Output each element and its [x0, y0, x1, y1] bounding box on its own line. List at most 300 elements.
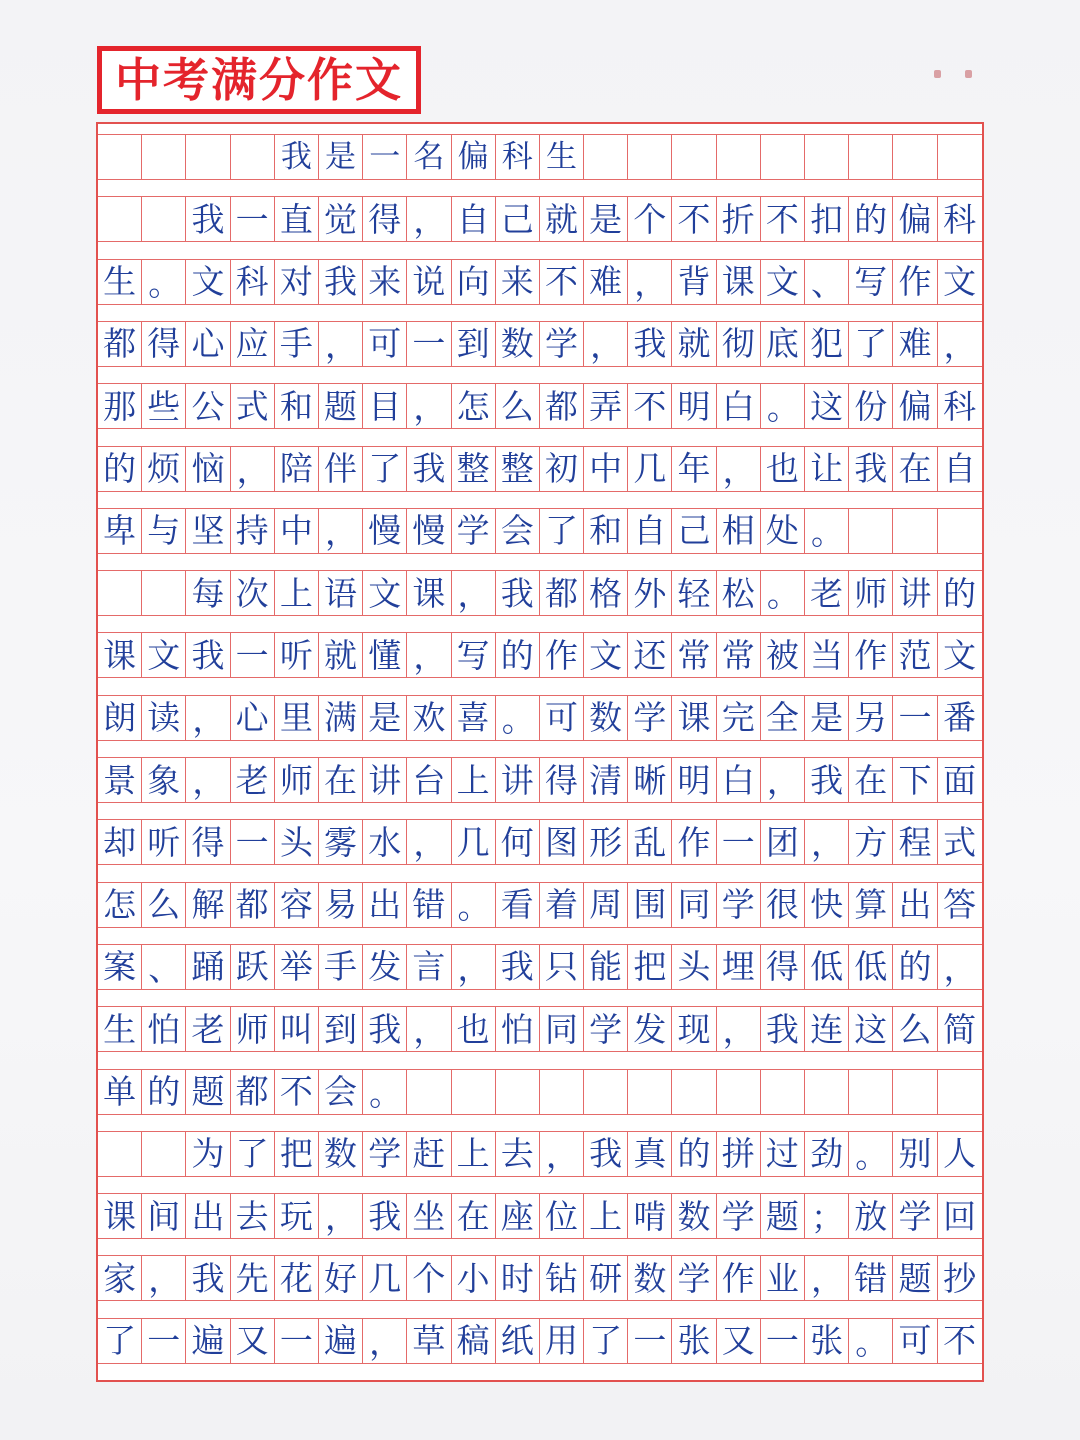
character-cell: 一: [231, 820, 275, 864]
character-cell: 相: [717, 509, 761, 553]
character-cell: 听: [275, 633, 319, 677]
character-cell: 些: [142, 384, 186, 428]
punctuation-cell: 、: [805, 260, 849, 304]
character-cell: 了: [98, 1319, 142, 1363]
character-cell: 放: [849, 1194, 893, 1238]
character-cell: 怎: [452, 384, 496, 428]
character-cell: 课: [672, 696, 716, 740]
character-cell: 踊: [186, 945, 230, 989]
character-cell: 作: [893, 260, 937, 304]
character-cell: 了: [584, 1319, 628, 1363]
character-cell: 下: [893, 758, 937, 802]
punctuation-cell: 。: [805, 509, 849, 553]
character-cell: 的: [98, 447, 142, 491]
empty-cell: [98, 571, 142, 615]
essay-line: [98, 259, 982, 305]
character-cell: 跃: [231, 945, 275, 989]
character-cell: 整: [452, 447, 496, 491]
character-cell: 常: [672, 633, 716, 677]
character-cell: 看: [496, 883, 540, 927]
character-cell: 伴: [319, 447, 363, 491]
character-cell: 了: [540, 509, 584, 553]
empty-cell: [849, 135, 893, 179]
character-cell: 上: [275, 571, 319, 615]
character-cell: 我: [628, 322, 672, 366]
punctuation-cell: 。: [849, 1319, 893, 1363]
character-cell: 会: [319, 1070, 363, 1114]
punctuation-cell: ，: [407, 197, 451, 241]
empty-cell: [584, 1070, 628, 1114]
character-cell: 连: [805, 1007, 849, 1051]
character-cell: 劲: [805, 1132, 849, 1176]
character-cell: 明: [672, 758, 716, 802]
character-cell: 另: [849, 696, 893, 740]
character-cell: 科: [231, 260, 275, 304]
character-cell: 文: [363, 571, 407, 615]
character-cell: 先: [231, 1256, 275, 1300]
character-cell: 易: [319, 883, 363, 927]
punctuation-cell: 。: [761, 384, 805, 428]
essay-line: [98, 1318, 982, 1364]
punctuation-cell: ，: [186, 696, 230, 740]
character-cell: 台: [407, 758, 451, 802]
character-cell: 偏: [893, 197, 937, 241]
character-cell: 每: [186, 571, 230, 615]
essay-line: [98, 383, 982, 429]
character-cell: 格: [584, 571, 628, 615]
character-cell: 己: [496, 197, 540, 241]
character-cell: 乱: [628, 820, 672, 864]
character-cell: 作: [672, 820, 716, 864]
character-cell: 的: [943, 573, 977, 613]
manuscript-grid: [98, 124, 982, 1380]
character-cell: 举: [275, 945, 319, 989]
character-cell: 偏: [893, 384, 937, 428]
character-cell: 我: [496, 945, 540, 989]
character-cell: 觉: [319, 197, 363, 241]
character-cell: 就: [540, 197, 584, 241]
character-cell: 在: [893, 447, 937, 491]
empty-cell: [849, 1070, 893, 1114]
character-cell: 慢: [363, 509, 407, 553]
character-cell: 都: [231, 1070, 275, 1114]
character-cell: 目: [363, 384, 407, 428]
character-cell: 程: [893, 820, 937, 864]
character-cell: 花: [275, 1256, 319, 1300]
empty-cell: [893, 509, 937, 553]
character-cell: 中: [584, 447, 628, 491]
character-cell: 对: [275, 260, 319, 304]
character-cell: 一: [275, 1319, 319, 1363]
empty-cell: [628, 1070, 672, 1114]
character-cell: 讲: [363, 758, 407, 802]
character-cell: 雾: [319, 820, 363, 864]
character-cell: 数: [496, 322, 540, 366]
character-cell: 写: [452, 633, 496, 677]
character-cell: 来: [363, 260, 407, 304]
character-cell: 扣: [805, 197, 849, 241]
character-cell: 课: [98, 633, 142, 677]
character-cell: 朗: [98, 696, 142, 740]
character-cell: 题: [319, 384, 363, 428]
title-row: [98, 134, 982, 180]
character-cell: 中: [275, 509, 319, 553]
character-cell: 上: [584, 1194, 628, 1238]
empty-cell: [540, 1070, 584, 1114]
empty-cell: [142, 1132, 186, 1176]
character-cell: 算: [849, 883, 893, 927]
character-cell: 不: [761, 197, 805, 241]
character-cell: 还: [628, 633, 672, 677]
empty-cell: [761, 135, 805, 179]
essay-line: [98, 1255, 982, 1301]
character-cell: 作: [717, 1256, 761, 1300]
character-cell: 得: [761, 945, 805, 989]
character-cell: 稿: [452, 1319, 496, 1363]
punctuation-cell: ，: [717, 447, 761, 491]
character-cell: 是: [805, 696, 849, 740]
character-cell: 当: [805, 633, 849, 677]
character-cell: 那: [98, 384, 142, 428]
character-cell: 陪: [275, 447, 319, 491]
character-cell: 上: [452, 1132, 496, 1176]
character-cell: 一: [407, 322, 451, 366]
character-cell: 初: [540, 447, 584, 491]
punctuation-cell: ，: [407, 820, 451, 864]
character-cell: 年: [672, 447, 716, 491]
character-cell: 都: [98, 322, 142, 366]
character-cell: 坚: [186, 509, 230, 553]
character-cell: 烦: [142, 447, 186, 491]
character-cell: 去: [496, 1132, 540, 1176]
character-cell: 几: [628, 447, 672, 491]
character-cell: 怕: [142, 1007, 186, 1051]
character-cell: 名: [407, 135, 451, 179]
empty-cell: [142, 135, 186, 179]
character-cell: 啃: [628, 1194, 672, 1238]
character-cell: 是: [584, 197, 628, 241]
punctuation-cell: ，: [761, 758, 805, 802]
essay-line: [98, 944, 982, 990]
essay-line: [98, 632, 982, 678]
character-cell: 头: [275, 820, 319, 864]
character-cell: 拼: [717, 1132, 761, 1176]
character-cell: 真: [628, 1132, 672, 1176]
character-cell: 遍: [186, 1319, 230, 1363]
essay-category-badge: [97, 46, 421, 114]
punctuation-cell: 。: [452, 883, 496, 927]
punctuation-cell: ，: [943, 948, 977, 988]
character-cell: 怎: [98, 883, 142, 927]
punctuation-cell: 。: [142, 260, 186, 304]
character-cell: 学: [584, 1007, 628, 1051]
character-cell: 读: [142, 696, 186, 740]
punctuation-cell: 。: [363, 1070, 407, 1114]
empty-cell: [98, 197, 142, 241]
character-cell: 面: [943, 760, 977, 800]
character-cell: 简: [943, 1009, 977, 1049]
character-cell: 是: [363, 696, 407, 740]
character-cell: 彻: [717, 322, 761, 366]
corner-mark: [934, 70, 941, 78]
empty-cell: [407, 1070, 451, 1114]
essay-line: [98, 446, 982, 492]
character-cell: 答: [943, 885, 977, 925]
empty-cell: [98, 135, 142, 179]
character-cell: 的: [893, 945, 937, 989]
character-cell: 作: [849, 633, 893, 677]
empty-cell: [717, 135, 761, 179]
character-cell: 科: [496, 135, 540, 179]
character-cell: 语: [319, 571, 363, 615]
essay-line: [98, 757, 982, 803]
punctuation-cell: ，: [363, 1319, 407, 1363]
character-cell: 同: [540, 1007, 584, 1051]
character-cell: 不: [275, 1070, 319, 1114]
character-cell: 草: [407, 1319, 451, 1363]
punctuation-cell: ，: [319, 1194, 363, 1238]
character-cell: 过: [761, 1132, 805, 1176]
character-cell: 数: [672, 1194, 716, 1238]
character-cell: 式: [231, 384, 275, 428]
character-cell: 生: [540, 135, 584, 179]
character-cell: 错: [407, 883, 451, 927]
punctuation-cell: ；: [805, 1194, 849, 1238]
character-cell: 清: [584, 758, 628, 802]
character-cell: 是: [319, 135, 363, 179]
character-cell: 被: [761, 633, 805, 677]
character-cell: 的: [496, 633, 540, 677]
character-cell: 文: [186, 260, 230, 304]
character-cell: 个: [628, 197, 672, 241]
character-cell: 晰: [628, 758, 672, 802]
punctuation-cell: ，: [186, 758, 230, 802]
character-cell: 了: [231, 1132, 275, 1176]
character-cell: 不: [628, 384, 672, 428]
character-cell: 可: [540, 696, 584, 740]
character-cell: 图: [540, 820, 584, 864]
punctuation-cell: ，: [805, 1256, 849, 1300]
character-cell: 份: [849, 384, 893, 428]
character-cell: 为: [186, 1132, 230, 1176]
character-cell: 研: [584, 1256, 628, 1300]
empty-cell: [849, 509, 893, 553]
character-cell: 题: [761, 1194, 805, 1238]
character-cell: 常: [717, 633, 761, 677]
character-cell: 持: [231, 509, 275, 553]
character-cell: 听: [142, 820, 186, 864]
empty-cell: [805, 1070, 849, 1114]
character-cell: 家: [98, 1256, 142, 1300]
character-cell: 学: [363, 1132, 407, 1176]
character-cell: 自: [628, 509, 672, 553]
character-cell: 象: [142, 758, 186, 802]
corner-mark: [965, 70, 972, 78]
character-cell: 老: [186, 1007, 230, 1051]
character-cell: 题: [186, 1070, 230, 1114]
character-cell: 赶: [407, 1132, 451, 1176]
character-cell: 回: [943, 1196, 977, 1236]
character-cell: 很: [761, 883, 805, 927]
essay-line: [98, 1069, 982, 1115]
character-cell: 也: [761, 447, 805, 491]
character-cell: 讲: [496, 758, 540, 802]
character-cell: 得: [142, 322, 186, 366]
punctuation-cell: ，: [319, 509, 363, 553]
character-cell: 心: [186, 322, 230, 366]
punctuation-cell: 。: [496, 696, 540, 740]
character-cell: 人: [943, 1134, 977, 1174]
character-cell: 只: [540, 945, 584, 989]
character-cell: 白: [717, 758, 761, 802]
punctuation-cell: ，: [452, 571, 496, 615]
character-cell: 慢: [407, 509, 451, 553]
character-cell: 位: [540, 1194, 584, 1238]
empty-cell: [584, 135, 628, 179]
character-cell: 恼: [186, 447, 230, 491]
character-cell: 得: [540, 758, 584, 802]
character-cell: 会: [496, 509, 540, 553]
empty-cell: [893, 135, 937, 179]
character-cell: 师: [231, 1007, 275, 1051]
character-cell: 己: [672, 509, 716, 553]
punctuation-cell: ，: [805, 820, 849, 864]
character-cell: 低: [805, 945, 849, 989]
character-cell: 用: [540, 1319, 584, 1363]
badge-title: 中考满分作文: [115, 53, 403, 107]
character-cell: 手: [275, 322, 319, 366]
essay-line: [98, 1131, 982, 1177]
character-cell: 偏: [452, 135, 496, 179]
character-cell: 学: [628, 696, 672, 740]
character-cell: 了: [849, 322, 893, 366]
character-cell: 可: [893, 1319, 937, 1363]
punctuation-cell: ，: [628, 260, 672, 304]
character-cell: 到: [452, 322, 496, 366]
character-cell: 何: [496, 820, 540, 864]
essay-line: [98, 882, 982, 928]
essay-line: [98, 321, 982, 367]
punctuation-cell: ，: [407, 1007, 451, 1051]
character-cell: 轻: [672, 571, 716, 615]
character-cell: 座: [496, 1194, 540, 1238]
empty-cell: [452, 1070, 496, 1114]
character-cell: 我: [805, 758, 849, 802]
character-cell: 犯: [805, 322, 849, 366]
character-cell: 完: [717, 696, 761, 740]
character-cell: 团: [761, 820, 805, 864]
character-cell: 作: [540, 633, 584, 677]
character-cell: 题: [893, 1256, 937, 1300]
character-cell: 得: [186, 820, 230, 864]
character-cell: 文: [943, 635, 977, 675]
character-cell: 我: [363, 1194, 407, 1238]
character-cell: 让: [805, 447, 849, 491]
character-cell: 底: [761, 322, 805, 366]
character-cell: 讲: [893, 571, 937, 615]
character-cell: 快: [805, 883, 849, 927]
character-cell: 一: [231, 633, 275, 677]
character-cell: 和: [275, 384, 319, 428]
punctuation-cell: ，: [452, 945, 496, 989]
essay-line: [98, 196, 982, 242]
character-cell: 也: [452, 1007, 496, 1051]
manuscript-paper: [96, 122, 984, 1382]
character-cell: 又: [717, 1319, 761, 1363]
character-cell: 就: [672, 322, 716, 366]
character-cell: 头: [672, 945, 716, 989]
character-cell: 形: [584, 820, 628, 864]
character-cell: 就: [319, 633, 363, 677]
character-cell: 时: [496, 1256, 540, 1300]
character-cell: 生: [98, 1007, 142, 1051]
character-cell: 师: [849, 571, 893, 615]
character-cell: 我: [407, 447, 451, 491]
empty-cell: [628, 135, 672, 179]
character-cell: 整: [496, 447, 540, 491]
character-cell: 满: [319, 696, 363, 740]
empty-cell: [893, 1070, 937, 1114]
character-cell: 玩: [275, 1194, 319, 1238]
character-cell: 我: [584, 1132, 628, 1176]
character-cell: 学: [717, 883, 761, 927]
empty-cell: [142, 197, 186, 241]
corner-marks: [934, 70, 972, 78]
character-cell: 数: [628, 1256, 672, 1300]
character-cell: 又: [231, 1319, 275, 1363]
character-cell: 白: [717, 384, 761, 428]
empty-cell: [717, 1070, 761, 1114]
character-cell: 来: [496, 260, 540, 304]
character-cell: 里: [275, 696, 319, 740]
character-cell: 都: [231, 883, 275, 927]
character-cell: 了: [363, 447, 407, 491]
empty-cell: [938, 509, 982, 553]
character-cell: 文: [943, 262, 977, 302]
character-cell: 我: [363, 1007, 407, 1051]
empty-cell: [938, 1070, 982, 1114]
character-cell: 一: [761, 1319, 805, 1363]
punctuation-cell: 。: [849, 1132, 893, 1176]
character-cell: 低: [849, 945, 893, 989]
character-cell: 遍: [319, 1319, 363, 1363]
character-cell: 手: [319, 945, 363, 989]
character-cell: 松: [717, 571, 761, 615]
empty-cell: [496, 1070, 540, 1114]
character-cell: 业: [761, 1256, 805, 1300]
character-cell: 怕: [496, 1007, 540, 1051]
character-cell: 的: [672, 1132, 716, 1176]
character-cell: 发: [628, 1007, 672, 1051]
character-cell: 叫: [275, 1007, 319, 1051]
character-cell: 不: [943, 1321, 977, 1361]
character-cell: 老: [231, 758, 275, 802]
character-cell: 一: [363, 135, 407, 179]
punctuation-cell: ，: [717, 1007, 761, 1051]
character-cell: 数: [584, 696, 628, 740]
character-cell: 学: [893, 1194, 937, 1238]
character-cell: 难: [584, 260, 628, 304]
character-cell: 公: [186, 384, 230, 428]
character-cell: 喜: [452, 696, 496, 740]
character-cell: 出: [363, 883, 407, 927]
character-cell: 这: [805, 384, 849, 428]
character-cell: 几: [363, 1256, 407, 1300]
character-cell: 围: [628, 883, 672, 927]
essay-line: [98, 508, 982, 554]
empty-cell: [672, 135, 716, 179]
character-cell: 心: [231, 696, 275, 740]
